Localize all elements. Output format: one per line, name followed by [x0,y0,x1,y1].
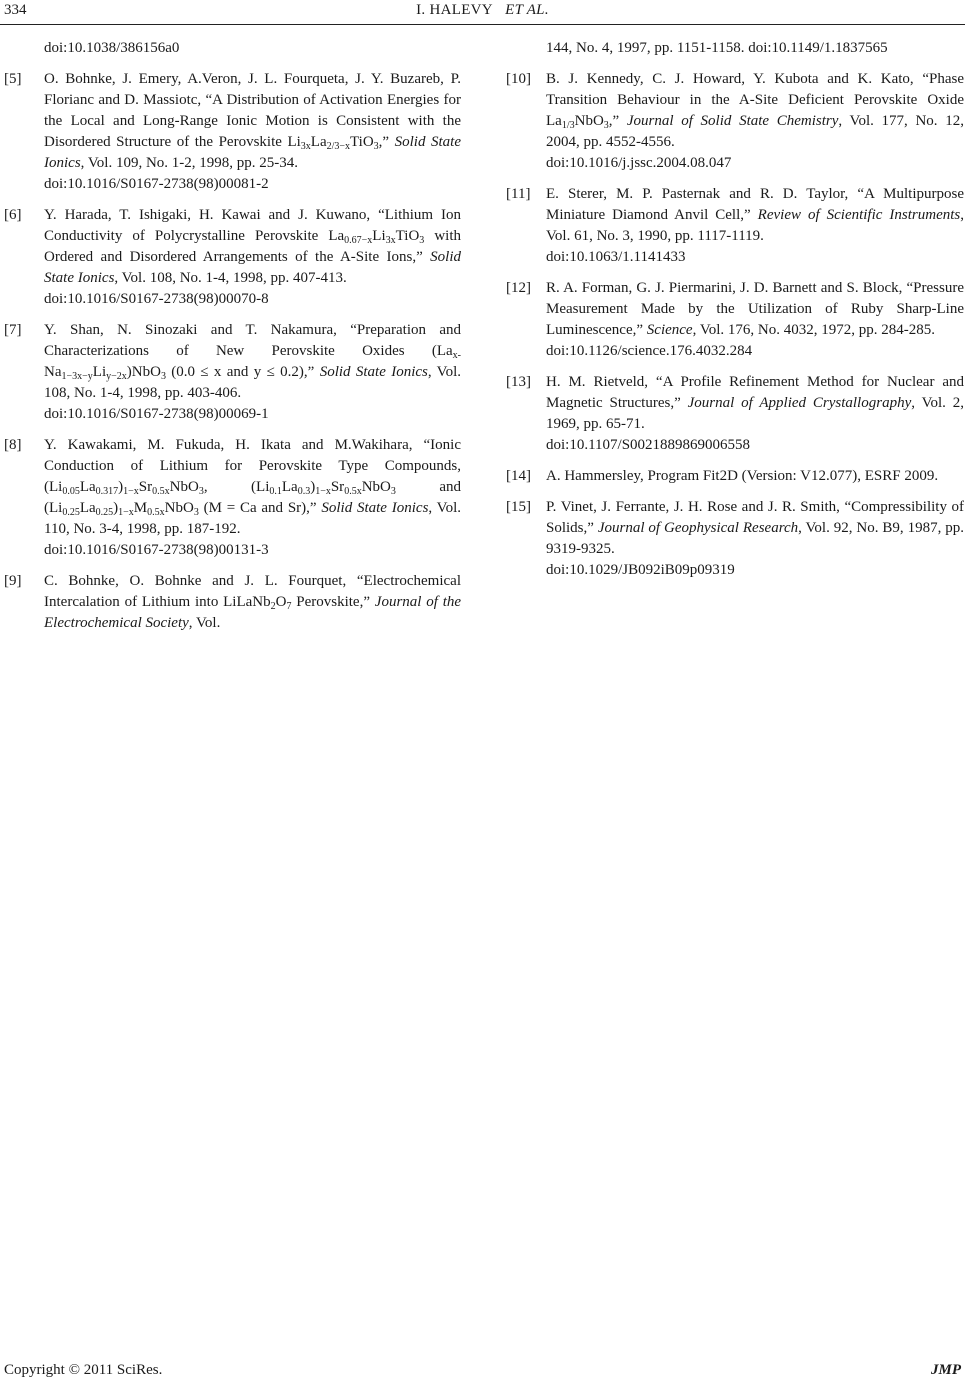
journal-name: Solid State Ionics [44,134,461,171]
journal-name: Solid State Ionics [44,249,461,286]
journal-name: Journal of the Electrochemical Society [44,594,462,631]
continued-reference: 144, No. 4, 1997, pp. 1151-1158. doi:10.1149/1.1837565 [546,40,888,56]
journal-name: Journal of Applied Crystallography [687,395,912,411]
reference-doi: doi:10.1016/S0167-2738(98)00070-8 [44,291,269,307]
reference-13: [13] H. M. Rietveld, “A Profile Refinement Method for Nuclear and Magnetic Structures,” Journal of Applied Crystallography, Vol. 2, 1969, pp. 65-71. doi:10.1107/S0021889869006558 [506,372,964,456]
reference-doi: doi:10.1016/S0167-2738(98)00131-3 [44,542,269,558]
reference-number: [10] [506,71,531,87]
reference-doi: doi:10.1029/JB092iB09p09319 [546,562,735,578]
reference-11: [11] E. Sterer, M. P. Pasternak and R. D. Taylor, “A Multipurpose Miniature Diamond Anvil Cell,” Review of Scientific Instruments, Vol. 61, No. 3, 1990, pp. 1117-1119. doi:10.1063/1.1141433 [506,184,964,268]
page-header [0,0,965,30]
reference-doi: doi:10.1126/science.176.4032.284 [546,343,753,359]
reference-6: [6] Y. Harada, T. Ishigaki, H. Kawai and J. Kuwano, “Lithium Ion Conductivity of Polycrystalline Perovskite $La_{0.67-x}Li_{3x}TiO_3$ with Ordered and Disordered Arrangements of the A-Site Ions,” Solid State Ionics, Vol. 108, No. 1-4, 1998, pp. 407-413. doi:10.1016/S0167-2738(98)00070-8 [4,205,461,310]
reference-number: [6] [4,207,22,223]
reference-8: [8] Y. Kawakami, M. Fukuda, H. Ikata and M.Wakihara, “Ionic Conduction of Lithium for Perovskite Type Compounds, $(Li_{0.05}La_{0.317})_{1-x}Sr_{0.5x}NbO_3$, $(Li_{0.1}La_{0.3})_{1-x}Sr_{0.5x}NbO_3$ and $(Li_{0.25}La_{0.25})_{1-x}M_{0.5x}NbO_3$ (M = Ca and Sr),” Solid State Ionics, Vol. 110, No. 3-4, 1998, pp. 187-192. doi:10.1016/S0167-2738(98)00131-3 [4,435,461,561]
reference-number: [5] [4,71,22,87]
journal-name: Solid State Ionics [319,364,428,380]
reference-number: [9] [4,573,22,589]
reference-doi: doi:10.1107/S0021889869006558 [546,437,751,453]
reference-number: [12] [506,280,531,296]
running-head [0,2,965,19]
reference-doi: doi:10.1016/S0167-2738(98)00081-2 [44,176,269,192]
reference-number: [13] [506,374,531,390]
reference-5: [5] O. Bohnke, J. Emery, A.Veron, J. L. Fourqueta, J. Y. Buzareb, P. Florianc and D. Massiotc, “A Distribution of Activation Energies for the Local and Long-Range Ionic Motion is Consistent with the Disordered Structure of the Perovskite $Li_{3x}La_{2/3-x}TiO_3$,” Solid State Ionics, Vol. 109, No. 1-2, 1998, pp. 25-34. doi:10.1016/S0167-2738(98)00081-2 [4,69,461,195]
reference-10: [10] B. J. Kennedy, C. J. Howard, Y. Kubota and K. Kato, “Phase Transition Behaviour in the A-Site Deficient Perovskite Oxide $La_{1/3}NbO_3$,” Journal of Solid State Chemistry, Vol. 177, No. 12, 2004, pp. 4552-4556. doi:10.1016/j.jssc.2004.08.047 [506,69,964,174]
reference-doi: doi:10.1016/S0167-2738(98)00069-1 [44,406,269,422]
journal-name: Solid State Ionics [321,500,429,516]
reference-15: [15] P. Vinet, J. Ferrante, J. H. Rose and J. R. Smith, “Compressibility of Solids,” Journal of Geophysical Research, Vol. 92, No. B9, 1987, pp. 9319-9325. doi:10.1029/JB092iB09p09319 [506,497,964,581]
page-number: 334 [4,2,27,18]
journal-name: Journal of Geophysical Research [597,520,799,536]
copyright-notice: Copyright © 2011 SciRes. [4,1362,163,1378]
reference-number: [7] [4,322,22,338]
reference-doi: doi:10.1038/386156a0 [44,40,180,56]
journal-name: Science [646,322,693,338]
right-column [506,38,964,591]
reference-number: [15] [506,499,531,515]
reference-number: [14] [506,468,531,484]
reference-14: [14] A. Hammersley, Program Fit2D (Version: V12.077), ESRF 2009. [506,466,964,487]
reference-12: [12] R. A. Forman, G. J. Piermarini, J. D. Barnett and S. Block, “Pressure Measurement Made by the Utilization of Ruby Sharp-Line Luminescence,” Science, Vol. 176, No. 4032, 1972, pp. 284-285. doi:10.1126/science.176.4032.284 [506,278,964,362]
reference-7: [7] Y. Shan, N. Sinozaki and T. Nakamura, “Preparation and Characterizations of New Perovskite Oxides $(La_{x-}Na_{1-3x-y}Li_{y-2x})NbO_3$ (0.0 ≤ x and y ≤ 0.2),” Solid State Ionics, Vol. 108, No. 1-4, 1998, pp. 403-406. doi:10.1016/S0167-2738(98)00069-1 [4,320,461,425]
reference-number: [11] [506,186,531,202]
reference-9: [9] C. Bohnke, O. Bohnke and J. L. Fourquet, “Electrochemical Intercalation of Lithium into $LiLaNb_2O_7$ Perovskite,” Journal of the Electrochemical Society, Vol. [4,573,462,631]
header-rule [0,24,965,25]
left-column [4,38,461,644]
running-head-etal: ET AL. [505,2,549,18]
journal-abbreviation: JMP [931,1362,961,1378]
journal-name: Review of Scientific Instruments [757,207,961,223]
reference-number: [8] [4,437,22,453]
reference-doi: doi:10.1016/j.jssc.2004.08.047 [546,155,732,171]
page-footer [0,1356,965,1384]
reference-doi: doi:10.1063/1.1141433 [546,249,686,265]
running-head-author: I. HALEVY [416,2,493,18]
continued-reference [4,38,461,59]
journal-name: Journal of Solid State Chemistry [626,113,839,129]
